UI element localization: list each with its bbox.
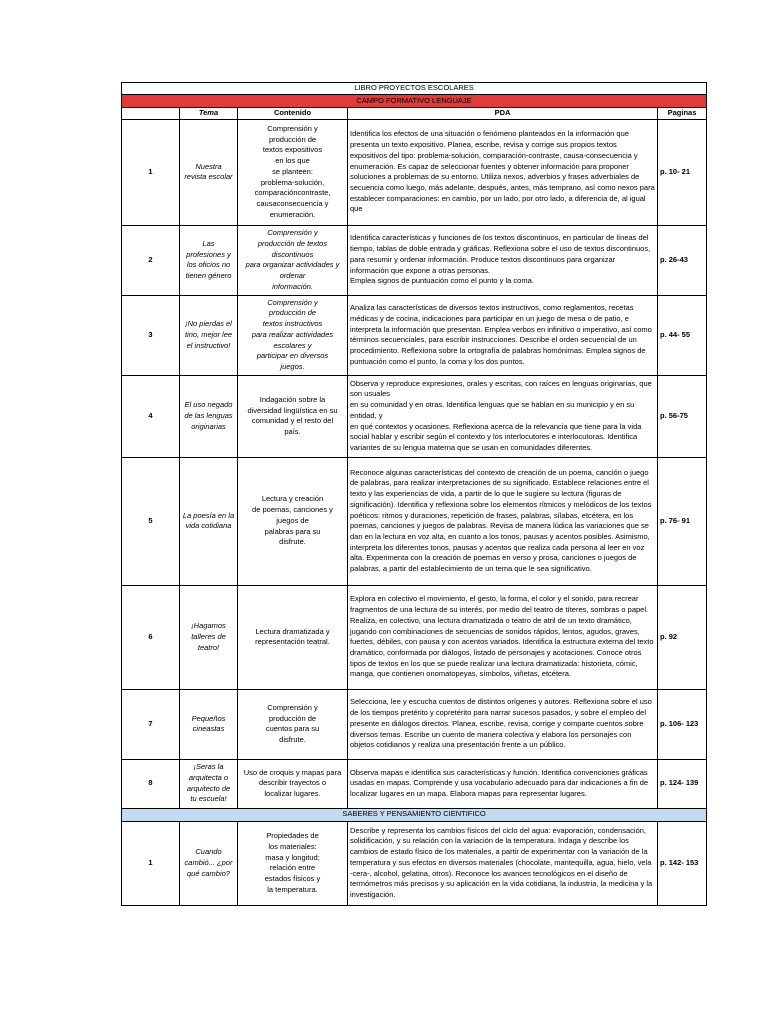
table-row	[122, 689, 707, 759]
row-paginas: p. 44- 55	[658, 295, 707, 375]
tema-text: ¡No pierdas el tino, mejor lee el instructivo!	[184, 319, 233, 350]
row-number: 1	[122, 821, 180, 905]
contenido-text: Comprensión y producción de textos instructivos para realizar actividades escolares y participar en diversos juegos.	[251, 297, 334, 371]
table-row	[122, 295, 707, 375]
row-paginas: p. 142- 153	[658, 821, 707, 905]
contenido-text: Propiedades de los materiales: masa y longitud; relación entre estados físicos y la temperatura.	[264, 831, 321, 894]
table-row	[122, 821, 707, 905]
table-row	[122, 585, 707, 689]
row-contenido	[238, 585, 348, 689]
row-contenido	[238, 295, 348, 375]
contenido-text: Lectura dramatizada y representación teatral.	[255, 626, 330, 647]
header-tema: Tema	[180, 108, 238, 120]
header-pda: PDA	[348, 108, 658, 120]
row-number: 1	[122, 119, 180, 225]
row-tema	[180, 759, 238, 808]
table-row	[122, 759, 707, 808]
projects-table	[121, 82, 707, 906]
row-contenido	[238, 457, 348, 585]
contenido-text: Comprensión y producción de cuentos para su disfrute.	[265, 702, 320, 744]
tema-text: Nuestra revista escolar	[184, 161, 233, 182]
tema-text: Las profesiones y los oficios no tienen género	[185, 238, 232, 280]
row-contenido	[238, 689, 348, 759]
pda-text: Analiza las características de diversos textos instructivos, como reglamentos, recetas médicas y de cocina, indicaciones para participar en un juego de mesa o de patio, e interpreta la información que presentan. Emplea verbos en infinitivo o imperativo, así como términos secuenciales, para escribir instrucciones. Describe el orden secuencial de un procedimiento. Reflexiona sobre la ortografía de palabras homónimas. Emplea signos de puntuación como el punto, la coma y los dos puntos.	[350, 303, 652, 366]
row-pda	[348, 585, 658, 689]
row-number: 4	[122, 375, 180, 457]
tema-text: La poesía en la vida cotidiana	[182, 510, 235, 531]
row-contenido	[238, 225, 348, 295]
pda-text: Observa mapas e identifica sus características y función. Identifica convenciones gráficas usadas en mapas. Comprende y usa vocabulario adecuado para dar indicaciones a fin de localizar lugares en un mapa. Elabora mapas para representar lugares.	[350, 767, 649, 799]
pda-text: Describe y representa los cambios físicos del ciclo del agua: evaporación, condensación, solidificación, y su relación con la variación de la temperatura. Indaga y describe los cambios de estado físico de los materiales, a partir de experimentar con la variación de la temperatura y sus efectos en diversos materiales (chocolate, mantequilla, agua, hielo, vela -cera-, alcohol, gelatina, otros). Reconoce los avances tecnológicos en el diseño de termómetros más precisos y su aplicación en la vida cotidiana, la industria, la medicina y la investigación.	[350, 825, 653, 899]
row-paginas: p. 76- 91	[658, 457, 707, 585]
header-num	[122, 108, 180, 120]
pda-text: Reconoce algunas características del contexto de creación de un poema, canción o juego de palabras, para realizar interpretaciones de su significado. Establece relaciones entre el texto y las experiencias de vida, a partir de lo que le sugiere su lectura (figuras de significación). Identifica y reflexiona sobre los elementos rítmicos y melódicos de los textos poéticos: ritmos y duraciones, repetición de frases, palabras, sílabas, etcétera, en los poemas, canciones y juegos de palabras. Revisa de manera lúdica las variaciones que se dan en la lectura en voz alta, en cuanto a los tonos, pausas y acentos posibles. Asimismo, interpreta los diferentes tonos, pausas y acentos que realiza cada persona al leer en voz alta. Experimenta con la creación de poemas en verso y prosa, canciones o juegos de palabras, a partir del establecimiento de un tema que le sea significativo.	[350, 467, 652, 574]
row-pda	[348, 375, 658, 457]
row-tema	[180, 585, 238, 689]
header-paginas: Paginas	[658, 108, 707, 120]
row-tema	[180, 375, 238, 457]
row-tema	[180, 295, 238, 375]
row-contenido	[238, 119, 348, 225]
row-paginas: p. 56-75	[658, 375, 707, 457]
row-tema	[180, 119, 238, 225]
table-row	[122, 375, 707, 457]
pda-text: Identifica características y funciones de los textos discontinuos, en particular de líneas del tiempo, tablas de doble entrada y gráficas. Reflexiona sobre el uso de textos discontinuos, para resumir y ordenar información. Produce textos discontinuos para organizar información que expone a otras personas. Emplea signos de puntuación como el punto y la coma.	[350, 233, 651, 286]
row-number: 2	[122, 225, 180, 295]
row-number: 7	[122, 689, 180, 759]
row-contenido	[238, 375, 348, 457]
header-contenido: Contenido	[238, 108, 348, 120]
tema-text: Pequeños cineastas	[191, 713, 226, 734]
row-number: 5	[122, 457, 180, 585]
row-pda	[348, 759, 658, 808]
row-paginas: p. 124- 139	[658, 759, 707, 808]
row-tema	[180, 689, 238, 759]
tema-text: Cuando cambió... ¿por qué cambio?	[184, 847, 233, 878]
tema-text: ¡Seras la arquitecta o arquitecto de tu escuela!	[186, 762, 231, 804]
row-pda	[348, 821, 658, 905]
row-number: 6	[122, 585, 180, 689]
pda-text: Selecciona, lee y escucha cuentos de distintos orígenes y autores. Reflexiona sobre el uso de los tiempos pretérito y copretérito para narrar sucesos pasados, y sobre el empleo del presente en diálogos directos. Planea, escribe, revisa, corrige y comparte cuentos sobre diversos temas. Escribe un cuento de manera colectiva y elabora los personajes con objetos cotidianos y realiza una presentación frente a un público.	[350, 697, 652, 750]
section-band: SABERES Y PENSAMIENTO CIENTIFICO	[122, 808, 707, 821]
row-paginas: p. 106- 123	[658, 689, 707, 759]
row-number: 3	[122, 295, 180, 375]
contenido-text: Uso de croquis y mapas para describir trayectos o localizar lugares.	[243, 767, 342, 799]
contenido-text: Lectura y creación de poemas, canciones y juegos de palabras para su disfrute.	[252, 494, 333, 547]
table-row	[122, 119, 707, 225]
contenido-text: Indagación sobre la diversidad lingüística en su comunidad y el resto del país.	[247, 394, 338, 436]
row-tema	[180, 225, 238, 295]
row-number: 8	[122, 759, 180, 808]
row-paginas: p. 26-43	[658, 225, 707, 295]
pda-text: Identifica los efectos de una situación o fenómeno planteados en la información que presenta un texto expositivo. Planea, escribe, revisa y corrige sus propios textos expositivos del tipo: problema-solución, comparación-contraste, causa-consecuencia y enumeración. Es capaz de seleccionar fuentes y obtener información para proponer soluciones a problemas de su entorno. Utiliza nexos, adverbios y frases adverbiales de secuencia como luego, más adelante, después, antes, más temprano, así como nexos para establecer comparaciones: en cambio, por un lado, por otro lado, a diferencia de, al igual que	[350, 129, 655, 214]
table-title: LIBRO PROYECTOS ESCOLARES	[122, 83, 707, 95]
pda-text: Explora en colectivo el movimiento, el gesto, la forma, el color y el sonido, para recrear fragmentos de una lectura de su interés, por medio del teatro de títeres, sombras o papel. Realiza, en colectivo, una lectura dramatizada o teatro de atril de un texto dramático, jugando con combinaciones de secuencias de sonidos rápidos, lentos, agudos, graves, fuertes, débiles, con pausa y con acentos variados. Identifica la estructura externa del texto dramático, conformada por diálogos, listado de personajes y acotaciones. Conoce otros tipos de textos en los que se puede realizar una lectura dramatizada: historieta, cómic, manga, que contienen onomatopeyas, símbolos, viñetas, etcétera.	[350, 594, 654, 679]
row-contenido	[238, 759, 348, 808]
row-pda	[348, 295, 658, 375]
row-tema	[180, 821, 238, 905]
section-band: CAMPO FORMATIVO LENGUAJE	[122, 95, 707, 108]
row-pda	[348, 119, 658, 225]
row-pda	[348, 225, 658, 295]
row-pda	[348, 457, 658, 585]
row-paginas: p. 10- 21	[658, 119, 707, 225]
row-contenido	[238, 821, 348, 905]
tema-text: ¡Hagamos talleres de teatro!	[191, 621, 226, 652]
contenido-text: Comprensión y producción de textos discontinuos para organizar actividades y ordenar información.	[245, 228, 340, 291]
contenido-text: Comprensión y producción de textos expositivos en los que se planteen: problema-solución, comparacióncontraste, causaconsecuencia y enumeración.	[254, 124, 331, 219]
row-paginas: p. 92	[658, 585, 707, 689]
pda-text: Observa y reproduce expresiones, orales y escritas, con raíces en lenguas originarias, que son usuales en su comunidad y en otras. Identifica lenguas que se hablan en su municipio y en su entidad, y en qué contextos y ocasiones. Reflexiona acerca de la relevancia que tiene para la vida social hablar y escribir según el contexto y los interlocutores e interlocutoras. Identifica variantes de su lengua materna que se usan en comunidades diferentes.	[350, 378, 652, 452]
table-row	[122, 225, 707, 295]
row-pda	[348, 689, 658, 759]
row-tema	[180, 457, 238, 585]
tema-text: El uso negado de las lenguas originarias	[184, 400, 233, 431]
table-row	[122, 457, 707, 585]
